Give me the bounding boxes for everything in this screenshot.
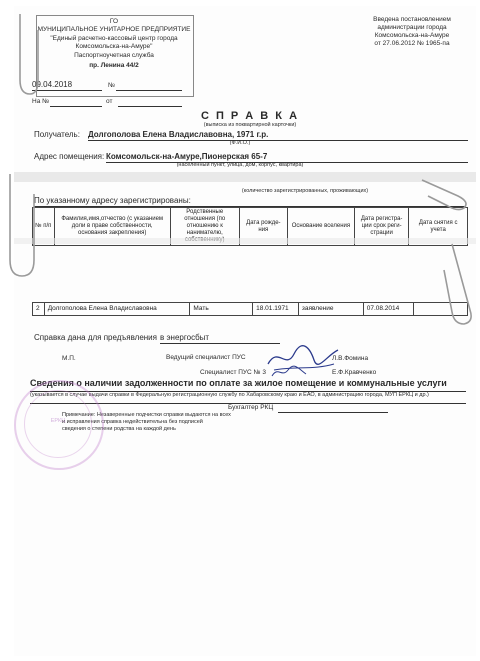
re-from-line [118,105,182,107]
recipient-value: Долгополова Елена Владиславовна, 1971 г.р. [88,130,468,141]
paper-clip-icon [0,10,40,100]
col-number: № п/п [33,208,55,246]
col-relation: Родственные отношения (по отношению к нанимателю, [170,208,239,246]
purpose-label: Справка дана для предъявления [34,333,157,342]
debt-note: (указывается в случае выдачи справки в Федеральную регистрационную службу по Хабаровскому краю и ЕАО, в администрацию города, МУП ЕРКЦ и др.) [30,392,429,398]
recipient-hint: (Ф.И.О.) [229,140,251,146]
decree-line4: от 27.06.2012 № 1965-па [374,40,450,47]
cell-number: 2 [33,303,45,316]
recipient-label: Получатель: [34,130,80,139]
remark-line3: сведения о степени родства на каждой день [62,426,176,432]
registered-hint: (количество зарегистрированных, проживающих) [241,188,369,194]
decree-line3: Комсомольска-на-Амуре [374,32,450,39]
seal-place-label: М.П. [62,355,76,362]
accountant-label: Бухгалтер РКЦ [228,404,274,411]
col-reg-date: Дата регистра-ции срок реги-страции [354,208,409,246]
remark-line2: и исправления справка недействительна без подписей [62,419,203,425]
address-value: Комсомольск-на-Амуре,Пионерская 65-7 [106,152,468,163]
residents-table-body [32,302,468,316]
address-label: Адрес помещения: [34,152,105,161]
address-hint: (населенный пункт, улица, дом, корпус, квартира) [176,162,304,168]
document-subtitle: (выписка из поквартирной карточки) [203,122,297,128]
cell-relation: Мать [190,303,253,316]
re-number-line [50,105,102,107]
purpose-value: в энергосбыт [160,333,280,344]
org-address: пр. Ленина 44/2 [89,62,139,69]
issue-date: 09.04.2018 [32,80,102,91]
remark-line1: Примечание: Незаверенные подчистки справки выдаются на всех [62,412,231,418]
number-line [116,89,182,91]
signer2-role: Специалист ПУС № 3 [200,369,266,376]
paper-fold [14,172,476,182]
cell-reg-date: 07.08.2014 [363,303,413,316]
re-from-label: от [106,98,113,105]
signer1-name: Л.В.Фомина [332,355,369,362]
re-number-label: На № [32,98,50,105]
col-birthdate: Дата рожде-ния [239,208,287,246]
col-dereg-date: Дата снятия с учета [409,208,468,246]
cell-basis: заявление [298,303,363,316]
org-name-line1: "Единый расчетно-кассовый центр города [50,35,178,42]
table-row [33,303,468,316]
department: Паспортноучетная служба [74,52,154,59]
org-type: МУНИЦИПАЛЬНОЕ УНИТАРНОЕ ПРЕДПРИЯТИЕ [37,26,191,33]
paper-clip-icon [418,172,474,212]
paper-clip-icon [0,170,40,290]
accountant-line [278,411,388,413]
decree-line2: администрации города [377,24,447,31]
number-label: № [108,82,115,89]
cell-birthdate: 18.01.1971 [253,303,299,316]
org-short: ГО [109,18,119,25]
col-fullname: Фамилия,имя,отчество (с указанием доли в праве собственности, основания закрепления) [54,208,170,246]
decree-line1: Введена постановлением [373,16,451,23]
cell-fullname: Долгополова Елена Владиславовна [44,303,190,316]
org-name-line2: Комсомольска-на-Амуре" [75,43,153,50]
registered-label: По указанному адресу зарегистрированы: [34,196,466,207]
paper-clip-icon [440,240,480,330]
stamp-text: ЕРКЦ [50,418,66,424]
signer2-name: Е.Ф.Кравченко [332,369,377,376]
document-title: С П Р А В К А [200,110,300,122]
col-basis: Основание вселения [288,208,355,246]
document-sheet [14,6,476,656]
signer1-role: Ведущий специалист ПУС [166,354,246,361]
debt-heading: Сведения о наличии задолженности по оплате за жилое помещение и коммунальные услуги [30,378,447,388]
paper-fold-2 [14,238,476,244]
